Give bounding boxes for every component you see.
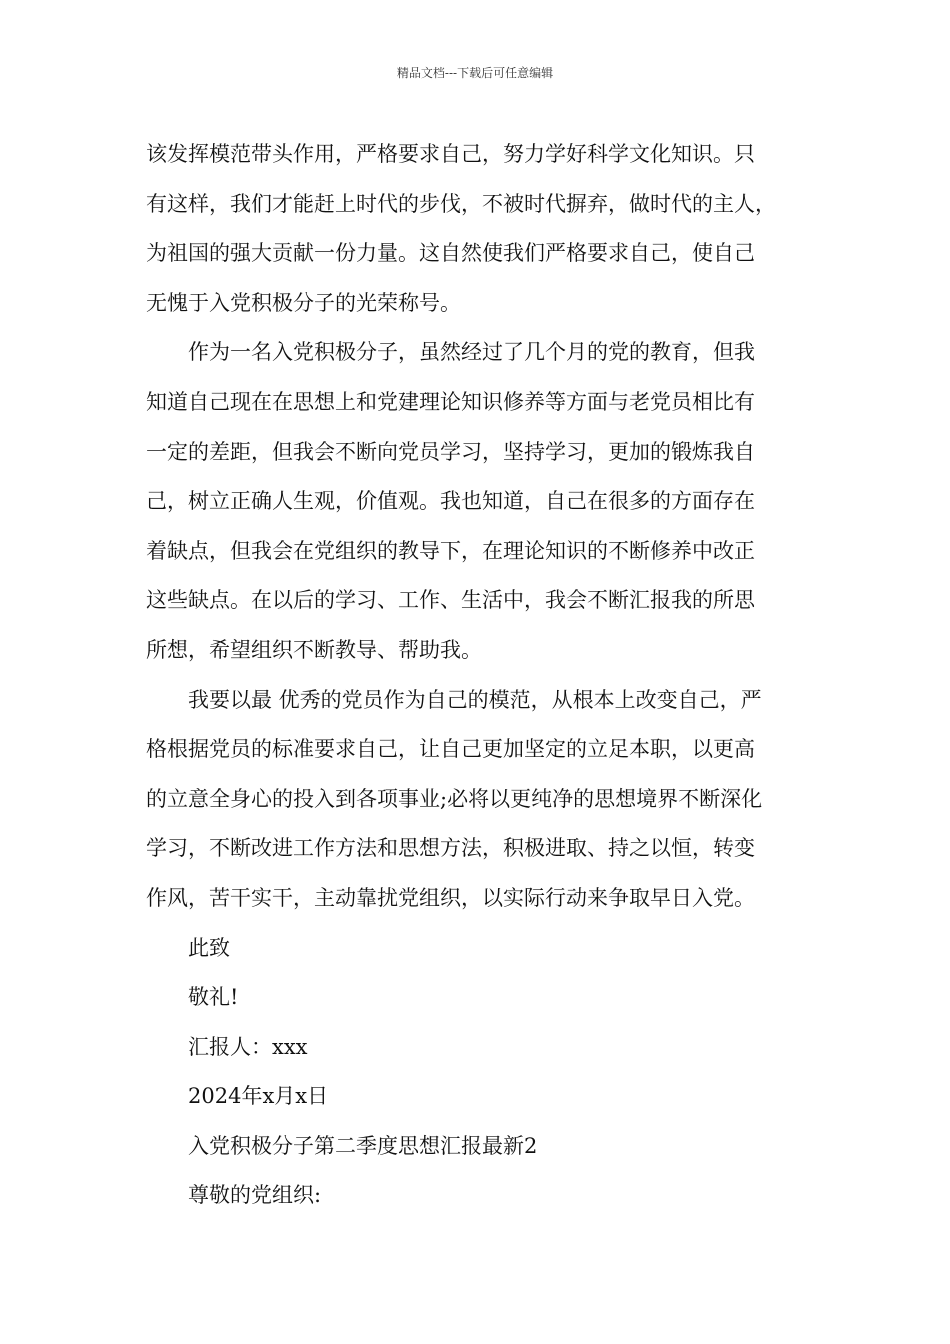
text-line: 作为一名入党积极分子，虽然经过了几个月的党的教育，但我 <box>188 340 755 365</box>
text-line: 尊敬的党组织: <box>188 1183 322 1208</box>
text-line: 的立意全身心的投入到各项事业;必将以更纯净的思想境界不断深化 <box>146 786 763 811</box>
text-line: 着缺点，但我会在党组织的教导下，在理论知识的不断修养中改正 <box>146 538 755 563</box>
text-line: 所想，希望组织不断教导、帮助我。 <box>146 637 482 662</box>
page-header: 精品文档---下载后可任意编辑 <box>396 66 554 80</box>
text-line: 有这样，我们才能赶上时代的步伐，不被时代摒弃，做时代的主人， <box>146 191 776 216</box>
text-line: 知道自己现在在思想上和党建理论知识修养等方面与老党员相比有 <box>146 389 755 414</box>
document-body <box>146 130 811 1221</box>
text-line: 一定的差距，但我会不断向党员学习，坚持学习，更加的锻炼我自 <box>146 439 755 464</box>
text-line: 2024年x月x日 <box>188 1084 329 1109</box>
text-line: 这些缺点。在以后的学习、工作、生活中，我会不断汇报我的所思 <box>146 588 755 613</box>
text-line: 入党积极分子第二季度思想汇报最新2 <box>188 1133 538 1158</box>
text-line: 汇报人：xxx <box>188 1034 308 1059</box>
text-line: 为祖国的强大贡献一份力量。这自然使我们严格要求自己，使自己 <box>146 241 755 266</box>
text-line: 作风，苦干实干，主动靠扰党组织，以实际行动来争取早日入党。 <box>146 885 755 910</box>
text-line: 该发挥模范带头作用，严格要求自己，努力学好科学文化知识。只 <box>146 142 755 166</box>
text-line: 己，树立正确人生观，价值观。我也知道，自己在很多的方面存在 <box>146 489 755 514</box>
text-line: 此致 <box>188 935 230 960</box>
text-line: 我要以最 优秀的党员作为自己的模范，从根本上改变自己，严 <box>188 687 762 712</box>
text-line: 学习，不断改进工作方法和思想方法，积极进取、持之以恒，转变 <box>146 836 755 861</box>
text-line: 格根据党员的标准要求自己，让自己更加坚定的立足本职，以更高 <box>146 737 755 762</box>
text-line: 无愧于入党积极分子的光荣称号。 <box>146 290 461 315</box>
text-line: 敬礼! <box>188 985 239 1010</box>
